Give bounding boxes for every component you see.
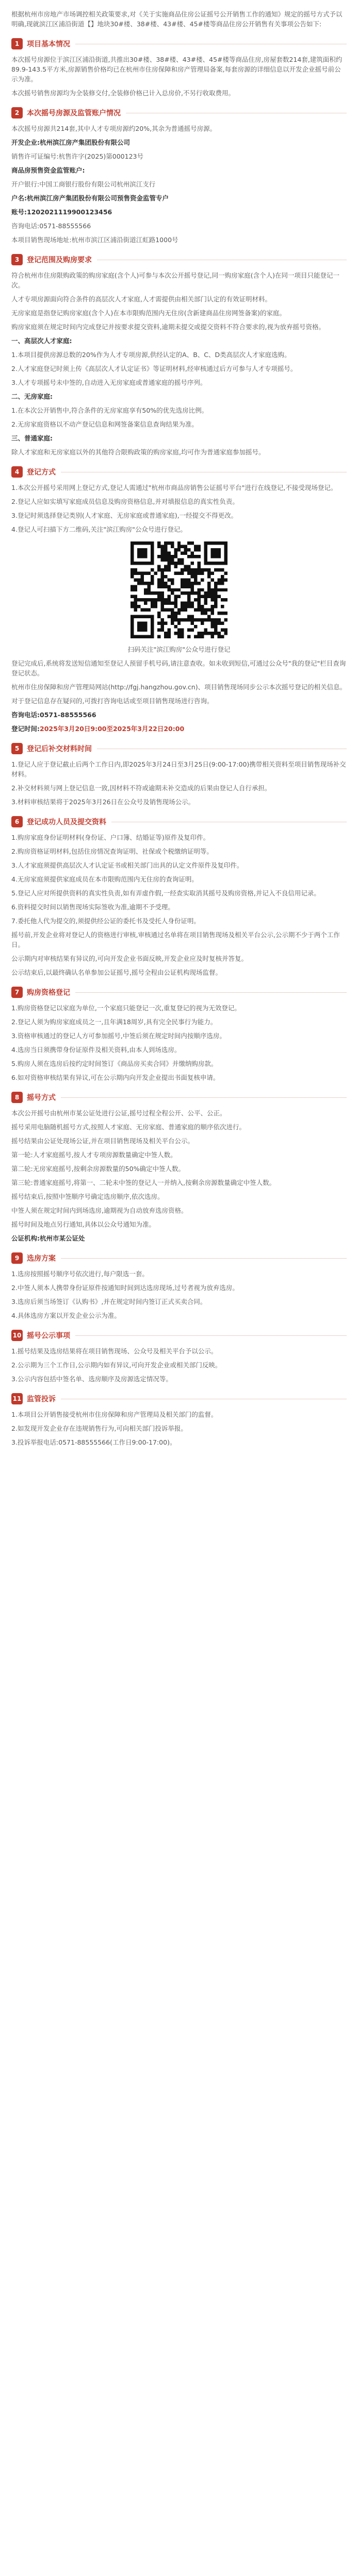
section-number: 9 bbox=[11, 1252, 23, 1264]
paragraph: 3.材料审核结果将于2025年3月26日在公众号及销售现场公示。 bbox=[11, 798, 195, 806]
registration-time-line bbox=[11, 724, 347, 734]
section-title: 监管投诉 bbox=[27, 1395, 56, 1403]
paragraph: 2.无房家庭资格以不动产登记信息和网签备案信息查询结果为准。 bbox=[11, 420, 198, 428]
paragraph: 摇号结束后,按照中签顺序号确定选房顺序,依次选房。 bbox=[11, 1193, 164, 1200]
developer-name: 开发企业:杭州滨江房产集团股份有限公司 bbox=[11, 139, 130, 146]
paragraph: 公示期内对审核结果有异议的,可向开发企业书面反映,开发企业应及时复核并答复。 bbox=[11, 955, 248, 962]
section-divider bbox=[75, 1335, 347, 1336]
paragraph: 中签人须在规定时间内到场选房,逾期视为自动放弃选房资格。 bbox=[11, 1207, 188, 1214]
paragraph: 杭州市住房保障和房产管理局网站(http://fgj.hangzhou.gov.cn)、项目销售现场同步公示本次摇号登记的相关信息。 bbox=[11, 683, 347, 691]
section-title: 登记范围及购房要求 bbox=[27, 256, 92, 264]
paragraph: 购房家庭须在规定时间内完成登记并按要求提交资料,逾期未提交或提交资料不符合要求的,视为放弃摇号资格。 bbox=[11, 323, 325, 331]
paragraph: 3.公示内容包括中签名单、选房顺序及房源选定情况等。 bbox=[11, 1375, 172, 1383]
paragraph: 本项目销售现场地址:杭州市滨江区浦沿街道江虹路1000号 bbox=[11, 236, 178, 244]
section-number: 6 bbox=[11, 816, 23, 827]
paragraph: 1.在本次公开销售中,符合条件的无房家庭享有50%的优先选房比例。 bbox=[11, 406, 208, 414]
section-divider bbox=[61, 1097, 347, 1098]
paragraph: 摇号时间及地点另行通知,具体以公众号通知为准。 bbox=[11, 1221, 155, 1228]
paragraph: 人才专项房源面向符合条件的高层次人才家庭,人才需提供由相关部门认定的有效证明材料。 bbox=[11, 295, 271, 303]
contact-phone[interactable]: 0571-88555566 bbox=[40, 711, 96, 719]
section-header-11 bbox=[11, 1393, 347, 1404]
paragraph: 本次摇号销售房源均为全装修交付,全装修价格已计入总房价,不另行收取费用。 bbox=[11, 89, 235, 97]
paragraph: 公示结束后,以最终确认名单参加公证摇号,摇号全程由公证机构现场监督。 bbox=[11, 969, 222, 976]
section-header-9 bbox=[11, 1252, 347, 1264]
paragraph: 3.选房后须当场签订《认购书》,并在规定时间内签订正式买卖合同。 bbox=[11, 1298, 207, 1306]
paragraph: 2.补交材料须与网上登记信息一致,因材料不符或逾期未补交造成的后果由登记人自行承担。 bbox=[11, 784, 271, 792]
paragraph: 1.选房按照摇号顺序号依次进行,每户限选一套。 bbox=[11, 1270, 149, 1278]
section-header-8 bbox=[11, 1092, 347, 1103]
section-title: 登记后补交材料时间 bbox=[27, 745, 92, 753]
section-number: 4 bbox=[11, 466, 23, 478]
paragraph: 摇号结果由公证处现场公证,并在项目销售现场及相关平台公示。 bbox=[11, 1137, 194, 1145]
paragraph: 1.本项目公开销售接受杭州市住房保障和房产管理局及相关部门的监督。 bbox=[11, 1411, 218, 1418]
paragraph: 4.无房家庭须提供家庭成员在本市限购范围内无住房的查询证明。 bbox=[11, 875, 198, 883]
notary-name: 公证机构:杭州市某公证处 bbox=[11, 1234, 85, 1242]
section-title: 本次摇号房源及监管账户情况 bbox=[27, 109, 121, 117]
paragraph: 3.投诉举报电话:0571-88555566(工作日9:00-17:00)。 bbox=[11, 1438, 176, 1446]
paragraph: 销售许可证编号:杭售许字(2025)第000123号 bbox=[11, 152, 143, 160]
section-title: 选房方案 bbox=[27, 1255, 56, 1263]
contact-label: 咨询电话: bbox=[11, 711, 40, 719]
paragraph: 2.公示期为三个工作日,公示期内如有异议,可向开发企业或相关部门反映。 bbox=[11, 1361, 222, 1369]
paragraph: 7.委托他人代为提交的,须提供经公证的委托书及受托人身份证明。 bbox=[11, 917, 200, 925]
section-number: 10 bbox=[11, 1330, 23, 1341]
section-number: 7 bbox=[11, 987, 23, 998]
paragraph: 除人才家庭和无房家庭以外的其他符合限购政策的购房家庭,均可作为普通家庭参加摇号。 bbox=[11, 448, 265, 456]
paragraph: 2.登记人须为购房家庭成员之一,且年满18周岁,具有完全民事行为能力。 bbox=[11, 1018, 217, 1026]
section-title: 项目基本情况 bbox=[27, 40, 70, 48]
section-header-1 bbox=[11, 38, 347, 49]
paragraph: 本次摇号房源共214套,其中人才专项房源约20%,其余为普通摇号房源。 bbox=[11, 125, 217, 132]
paragraph: 4.登记人可扫描下方二维码,关注"滨江购房"公众号进行登记。 bbox=[11, 526, 187, 533]
registration-time-value: 2025年3月20日9:00至2025年3月22日20:00 bbox=[40, 725, 185, 733]
paragraph: 2.如发现开发企业存在违规销售行为,可向相关部门投诉举报。 bbox=[11, 1425, 187, 1432]
section-number: 1 bbox=[11, 38, 23, 49]
section-header-7 bbox=[11, 987, 347, 998]
section-title: 购房资格登记 bbox=[27, 989, 70, 997]
paragraph: 2.人才家庭登记时须上传《高层次人才认定证书》等证明材料,经审核通过后方可参与人才专项摇号。 bbox=[11, 365, 297, 372]
paragraph: 3.人才家庭须提供高层次人才认定证书或相关部门出具的认定文件原件及复印件。 bbox=[11, 861, 243, 869]
paragraph: 开户银行:中国工商银行股份有限公司杭州滨江支行 bbox=[11, 180, 156, 188]
paragraph: 对于登记信息存在疑问的,可拨打咨询电话或至项目销售现场进行咨询。 bbox=[11, 697, 214, 705]
section-number: 5 bbox=[11, 743, 23, 754]
escrow-label: 商品房预售资金监管账户: bbox=[11, 166, 85, 174]
qr-code-container bbox=[11, 541, 347, 638]
paragraph: 摇号采用电脑随机摇号方式,按照人才家庭、无房家庭、普通家庭的顺序依次进行。 bbox=[11, 1123, 246, 1131]
paragraph: 3.资格审核通过的登记人方可参加摇号,中签后须在规定时间内按顺序选房。 bbox=[11, 1032, 226, 1040]
paragraph: 2.购房资格证明材料,包括住房情况查询证明、社保或个税缴纳证明等。 bbox=[11, 848, 213, 855]
section-header-6 bbox=[11, 816, 347, 827]
section-header-5 bbox=[11, 743, 347, 754]
section-header-2 bbox=[11, 107, 347, 118]
paragraph: 1.购房家庭身份证明材料(身份证、户口簿、结婚证等)原件及复印件。 bbox=[11, 834, 210, 841]
section-number: 3 bbox=[11, 254, 23, 265]
registration-time-label: 登记时间: bbox=[11, 725, 40, 733]
qr-caption: 扫码关注"滨江购房"公众号进行登记 bbox=[127, 646, 231, 653]
paragraph: 5.登记人应对所提供资料的真实性负责,如有弄虚作假,一经查实取消其摇号及购房资格,并记入不良信用记录。 bbox=[11, 889, 320, 897]
section-title: 摇号公示事项 bbox=[27, 1332, 70, 1340]
paragraph: 2.中签人须本人携带身份证原件按通知时间到达选房现场,过号者视为放弃选房。 bbox=[11, 1284, 239, 1292]
paragraph: 无房家庭是指登记购房家庭(含个人)在本市限购范围内无住房(含新建商品住房网签备案)的家庭。 bbox=[11, 309, 286, 317]
section-title: 登记成功人员及提交资料 bbox=[27, 818, 106, 826]
paragraph: 2.登记人应如实填写家庭成员信息及购房资格信息,并对填报信息的真实性负责。 bbox=[11, 498, 239, 505]
paragraph: 符合杭州市住房限购政策的购房家庭(含个人)可参与本次公开摇号登记,同一购房家庭(含个人)在同一项目只能登记一次。 bbox=[11, 272, 339, 289]
paragraph: 1.摇号结果及选房结果将在项目销售现场、公众号及相关平台予以公示。 bbox=[11, 1347, 218, 1355]
intro-paragraph: 根据杭州市房地产市场调控相关政策要求,对《关于实施商品住房公证摇号公开销售工作的通知》规定的摇号方式予以明确,现就滨江区浦沿街道【】地块30#楼、38#楼、43#楼、45#楼等商品住房公开销售有关事项公告如下: bbox=[11, 10, 343, 28]
paragraph: 3.人才专项摇号未中签的,自动进入无房家庭或普通家庭的摇号序列。 bbox=[11, 379, 207, 386]
section-divider bbox=[75, 992, 347, 993]
section-number: 11 bbox=[11, 1393, 23, 1404]
subheading: 三、普通家庭: bbox=[11, 434, 53, 442]
section-header-10 bbox=[11, 1330, 347, 1341]
paragraph: 登记完成后,系统将发送短信通知至登记人预留手机号码,请注意查收。如未收到短信,可通过公众号"我的登记"栏目查询登记状态。 bbox=[11, 659, 346, 677]
escrow-account-name: 户名:杭州滨江房产集团股份有限公司预售资金监管专户 bbox=[11, 194, 169, 202]
paragraph: 3.登记时须选择登记类别(人才家庭、无房家庭或普通家庭),一经提交不得更改。 bbox=[11, 512, 238, 519]
section-header-4 bbox=[11, 466, 347, 478]
paragraph: 第三轮:普通家庭摇号,将第一、二轮未中签的登记人一并纳入,按剩余房源数量确定中签人数。 bbox=[11, 1179, 276, 1187]
paragraph: 摇号前,开发企业将对登记人的资格进行审核,审核通过名单将在项目销售现场及相关平台公示,公示期不少于两个工作日。 bbox=[11, 931, 340, 948]
paragraph: 1.购房资格登记以家庭为单位,一个家庭只能登记一次,重复登记的视为无效登记。 bbox=[11, 1004, 241, 1012]
paragraph: 1.登记人应于登记截止后两个工作日内,即2025年3月24日至3月25日(9:00-17:00)携带相关资料至项目销售现场补交材料。 bbox=[11, 760, 346, 778]
section-number: 2 bbox=[11, 107, 23, 118]
section-title: 摇号方式 bbox=[27, 1094, 56, 1102]
section-title: 登记方式 bbox=[27, 468, 56, 477]
subheading: 二、无房家庭: bbox=[11, 393, 53, 400]
paragraph: 6.如对资格审核结果有异议,可在公示期内向开发企业提出书面复核申请。 bbox=[11, 1074, 220, 1081]
paragraph: 1.本项目提供房源总数的20%作为人才专项房源,供经认定的A、B、C、D类高层次人才家庭选购。 bbox=[11, 351, 291, 359]
paragraph: 1.本次公开摇号采用网上登记方式,登记人需通过"杭州市商品房销售公证摇号平台"进行在线登记,不接受现场登记。 bbox=[11, 484, 337, 492]
contact-line bbox=[11, 710, 347, 720]
paragraph: 第二轮:无房家庭摇号,按剩余房源数量的50%确定中签人数。 bbox=[11, 1165, 185, 1173]
paragraph: 咨询电话:0571-88555566 bbox=[11, 222, 91, 230]
escrow-account-number: 账号:1202021119900123456 bbox=[11, 208, 112, 216]
paragraph: 5.购房人须在选房后按约定时间签订《商品房买卖合同》并缴纳购房款。 bbox=[11, 1060, 218, 1067]
section-header-3 bbox=[11, 254, 347, 265]
paragraph: 本次摇号房源位于滨江区浦沿街道,共推出30#楼、38#楼、43#楼、45#楼等商品住房,房屋套数214套,建筑面积约89.9-143.5平方米,房源销售价格均已在杭州市住房保障和房产管理局备案,每套房源的详细信息以开发企业摇号前公示为准。 bbox=[11, 56, 343, 83]
paragraph: 6.资料提交时间以销售现场实际签收为准,逾期不予受理。 bbox=[11, 903, 174, 911]
paragraph: 本次公开摇号由杭州市某公证处进行公证,摇号过程全程公开、公平、公正。 bbox=[11, 1109, 226, 1117]
subheading: 一、高层次人才家庭: bbox=[11, 337, 72, 345]
section-divider bbox=[61, 1258, 347, 1259]
qr-code-icon[interactable] bbox=[131, 541, 227, 638]
section-number: 8 bbox=[11, 1092, 23, 1103]
paragraph: 第一轮:人才家庭摇号,按人才专项房源数量确定中签人数。 bbox=[11, 1151, 177, 1159]
paragraph: 4.具体选房方案以开发企业公示为准。 bbox=[11, 1312, 121, 1319]
paragraph: 4.选房当日须携带身份证原件及相关资料,由本人到场选房。 bbox=[11, 1046, 181, 1054]
